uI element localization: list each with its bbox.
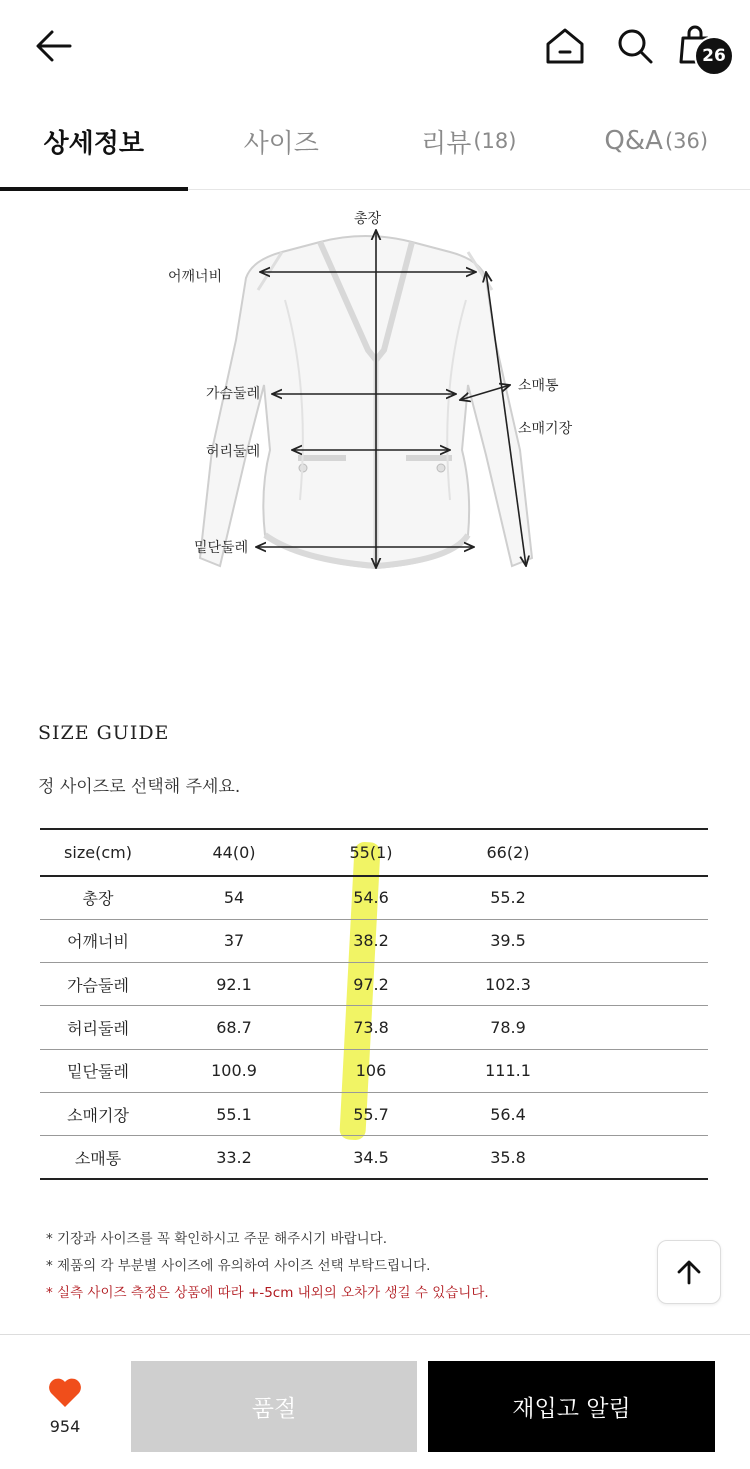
- table-cell: 111.1: [485, 1061, 531, 1081]
- table-header-cell: size(cm): [64, 843, 132, 862]
- home-button[interactable]: [542, 24, 588, 68]
- size-table: [40, 828, 708, 1180]
- table-row: [40, 1049, 708, 1092]
- tab-count: (36): [664, 129, 709, 153]
- restock-alert-button[interactable]: 재입고 알림: [428, 1361, 715, 1452]
- label-sleeve-width: 소매통: [518, 378, 559, 394]
- table-header-cell: 44(0): [212, 843, 256, 862]
- label-waist: 허리둘레: [206, 444, 261, 460]
- table-row: [40, 1006, 708, 1049]
- search-icon: [612, 24, 658, 68]
- size-notes: [46, 1226, 489, 1307]
- note-line: * 제품의 각 부분별 사이즈에 유의하여 사이즈 선택 부탁드립니다.: [46, 1258, 431, 1274]
- table-cell: 33.2: [216, 1147, 252, 1167]
- table-cell: 78.9: [490, 1018, 526, 1038]
- table-cell: 소매통: [74, 1148, 122, 1168]
- table-cell: 68.7: [216, 1018, 252, 1038]
- table-cell: 55.7: [353, 1104, 389, 1124]
- cart-count-badge: 26: [694, 36, 734, 76]
- table-cell: 100.9: [211, 1061, 257, 1081]
- label-hem: 밑단둘레: [194, 540, 249, 556]
- table-cell: 37: [223, 931, 245, 951]
- table-cell: 54: [223, 888, 245, 908]
- table-cell: 허리둘레: [67, 1019, 129, 1039]
- table-cell: 54.6: [353, 888, 389, 908]
- table-row: [40, 919, 708, 962]
- tab-label: 상세정보: [43, 128, 144, 159]
- size-guide-title: SIZE GUIDE: [38, 722, 170, 744]
- size-guide-subtitle: 정 사이즈로 선택해 주세요.: [38, 777, 241, 797]
- tab-label: Q&A: [604, 126, 663, 156]
- table-row: [40, 963, 708, 1006]
- table-cell: 어깨너비: [67, 932, 129, 952]
- table-cell: 가슴둘레: [67, 975, 129, 995]
- top-bar: [0, 0, 750, 92]
- table-cell: 102.3: [485, 974, 531, 994]
- table-cell: 34.5: [353, 1147, 389, 1167]
- table-cell: 소매기장: [67, 1105, 129, 1125]
- home-icon: [542, 24, 588, 68]
- soldout-button[interactable]: 품절: [131, 1361, 417, 1452]
- table-header-cell: 66(2): [486, 843, 530, 862]
- table-cell: 56.4: [490, 1104, 526, 1124]
- table-cell: 92.1: [216, 974, 252, 994]
- label-sleeve-length: 소매기장: [518, 421, 573, 437]
- tab-qna[interactable]: [563, 92, 750, 190]
- table-cell: 총장: [82, 889, 114, 909]
- arrow-up-icon: [674, 1257, 704, 1287]
- table-cell: 55.2: [490, 888, 526, 908]
- table-row: [40, 1092, 708, 1135]
- table-cell: 밑단둘레: [67, 1062, 129, 1082]
- tab-detail-info[interactable]: [0, 92, 188, 190]
- label-length: 총장: [354, 211, 382, 227]
- measurement-diagram: [150, 200, 600, 590]
- label-chest: 가슴둘레: [206, 386, 261, 402]
- note-line: * 기장과 사이즈를 꼭 확인하시고 주문 해주시기 바랍니다.: [46, 1231, 388, 1247]
- table-cell: 97.2: [353, 974, 389, 994]
- table-cell: 39.5: [490, 931, 526, 951]
- like-button[interactable]: [30, 1377, 100, 1449]
- like-count: 954: [49, 1417, 81, 1436]
- table-row: [40, 876, 708, 919]
- note-line-warning: * 실측 사이즈 측정은 상품에 따라 +-5cm 내외의 오차가 생길 수 있습니다.: [46, 1285, 489, 1301]
- back-button[interactable]: [30, 24, 78, 68]
- tab-label: 사이즈: [243, 128, 319, 159]
- table-cell: 35.8: [490, 1147, 526, 1167]
- table-header-row: [40, 829, 708, 876]
- arrow-left-icon: [30, 24, 78, 68]
- tab-size[interactable]: [188, 92, 376, 190]
- tab-review[interactable]: [375, 92, 563, 190]
- tab-bar: [0, 92, 750, 190]
- table-cell: 73.8: [353, 1018, 389, 1038]
- cart-button[interactable]: [676, 22, 736, 78]
- bottom-action-bar: [0, 1334, 750, 1469]
- tab-count: (18): [473, 129, 517, 153]
- scroll-to-top-button[interactable]: [657, 1240, 721, 1304]
- table-row: [40, 1136, 708, 1179]
- table-cell: 38.2: [353, 931, 389, 951]
- table-header-cell: 55(1): [349, 843, 393, 862]
- search-button[interactable]: [612, 24, 658, 68]
- heart-icon: [47, 1377, 83, 1409]
- label-shoulder: 어깨너비: [168, 269, 223, 285]
- tab-label: 리뷰: [421, 128, 472, 159]
- table-cell: 55.1: [216, 1104, 252, 1124]
- table-cell: 106: [355, 1061, 387, 1081]
